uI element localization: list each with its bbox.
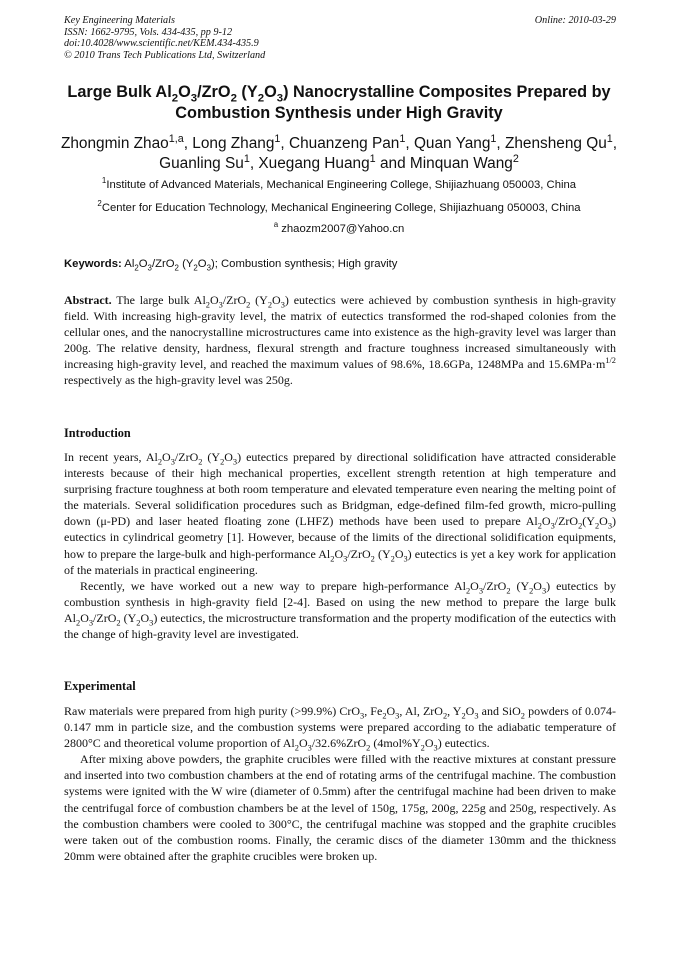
introduction-body — [64, 449, 616, 642]
paragraph: In recent years, $Al_2O_3/ZrO_2$ $(Y_2O_3)$ eutectics prepared by directional solidification have attracted considerable interests because of their high mechanical properties, excellent strength retention at high temperature and surprising fracture toughness at both room temperature and elevated temperature even nearing the melting point of the materials. Several solidification procedures such as Bridgman, edge-defined film-fed growth, micro-pulling down (μ-PD) and laser heated floating zone (LHFZ) methods have been used to prepare $Al_2O_3/ZrO_2(Y_2O_3)$ eutectics in cylindrical geometry [1]. However, because of the limits of the directional solidification equipments, how to prepare the large-bulk and high-performance $Al_2O_3/ZrO_2$ $(Y_2O_3)$ eutectics is yet a key work for application of the materials in practical engineering. — [64, 450, 616, 577]
issn-line: ISSN: 1662-9795, Vols. 434-435, pp 9-12 — [64, 26, 233, 38]
affiliation-1: $^1$Institute of Advanced Materials, Mechanical Engineering College, Shijiazhuang 050003, China — [101, 176, 577, 191]
abstract: Abstract. The large bulk $Al_2O_3/ZrO_2$ $(Y_2O_3)$ eutectics were achieved by combustion synthesis in high-gravity field. With increasing high-gravity level, the matrix of eutectics transformed the rod-shaped colonies from the cellular ones, and the nanocrystalline microstructures came into existence as the high-gravity level was larger than 200g. The relative density, hardness, flexural strength and fracture toughness increased simultaneously with increasing high-gravity level, and reached the maximum values of 98.6%, 18.6GPa, 1248MPa and $15.6MPa\cdot m^{1/2}$ respectively as the high-gravity level was 250g. — [64, 293, 616, 388]
doi-line: doi:10.4028/www.scientific.net/KEM.434-435.9 — [64, 38, 259, 50]
author-name: Zhensheng Qu — [504, 135, 607, 152]
paragraph: After mixing above powders, the graphite crucibles were filled with the reactive mixtures at constant pressure and inserted into two combustion chambers at the end of rotating arms of the centrifugal machine. The combustion systems were ignited with the W wire (diameter of 0.5mm) after the centrifugal machine had been driven to make the centrifugal force of combustion chambers be at the level of 150g, 175g, 200g, 225g and 250g, respectively. As the combustion chambers were cooled to 300°C, the centrifugal machine was stopped and the graphite crucibles were taken out of the combustion rooms. Finally, the ceramic discs of the diameter 130mm and the thickness 20mm were obtained after the graphite crucibles were broken up. — [64, 752, 616, 863]
journal-header — [64, 15, 616, 61]
abstract-label: Abstract. — [64, 293, 112, 307]
author-name: Long Zhang — [192, 135, 275, 152]
author-name: Zhongmin Zhao — [60, 135, 169, 152]
author-email: $^a$ zhaozm2007@Yahoo.cn — [273, 220, 405, 235]
author-name: Guanling Su — [159, 155, 244, 172]
author-list: Zhongmin Zhao$^{1,a}$, Long Zhang$^1$, Chuanzeng Pan$^1$, Quan Yang$^1$, Zhensheng Qu$^1$, Guanling Su$^1$, Xuegang Huang$^1$ and Minquan Wang$^2$ — [60, 132, 618, 172]
journal-name: Key Engineering Materials — [64, 15, 175, 26]
author-name: Minquan Wang — [409, 155, 513, 172]
copyright-line: © 2010 Trans Tech Publications Ltd, Switzerland — [64, 49, 266, 61]
online-date: Online: 2010-03-29 — [534, 15, 616, 26]
introduction-heading: Introduction — [64, 426, 131, 440]
experimental-heading: Experimental — [64, 679, 136, 693]
author-name: Chuanzeng Pan — [288, 135, 400, 152]
experimental-body — [64, 703, 616, 864]
author-name: Quan Yang — [413, 135, 491, 152]
paragraph: Recently, we have worked out a new way to prepare high-performance $Al_2O_3/ZrO_2$ $(Y_2O_3)$ eutectics by combustion synthesis in high-gravity field [2-4]. Based on using the new method to prepare the large bulk $Al_2O_3/ZrO_2$ $(Y_2O_3)$ eutectics, the microstructure transformation and the property modification of the eutectics with the change of high-gravity level are investigated. — [64, 578, 616, 642]
affiliation-2: $^2$Center for Education Technology, Mechanical Engineering College, Shijiazhuang 050003, China — [97, 199, 581, 214]
paragraph: Raw materials were prepared from high purity (>99.9%) CrO$_3$, $Fe_2O_3$, Al, ZrO$_2$, $Y_2O_3$ and SiO$_2$ powders of 0.074-0.147 mm in particle size, and the combustion systems were prepared according to the adiabatic temperature of 2800°C and theoretical volume proportion of $Al_2O_3/32.6\%ZrO_2$ $(4mol\%Y_2O_3)$ eutectics. — [64, 704, 616, 753]
keywords-label: Keywords: — [64, 258, 122, 270]
author-name: Xuegang Huang — [258, 155, 370, 172]
keywords: Keywords: $Al_2O_3/ZrO_2$ $(Y_2O_3)$; Combustion synthesis; High gravity — [64, 258, 398, 273]
paper-title: Large Bulk $Al_2O_3/ZrO_2$ $(Y_2O_3)$ Nanocrystalline Composites Prepared by Combustion Synthesis under High Gravity — [67, 83, 611, 122]
